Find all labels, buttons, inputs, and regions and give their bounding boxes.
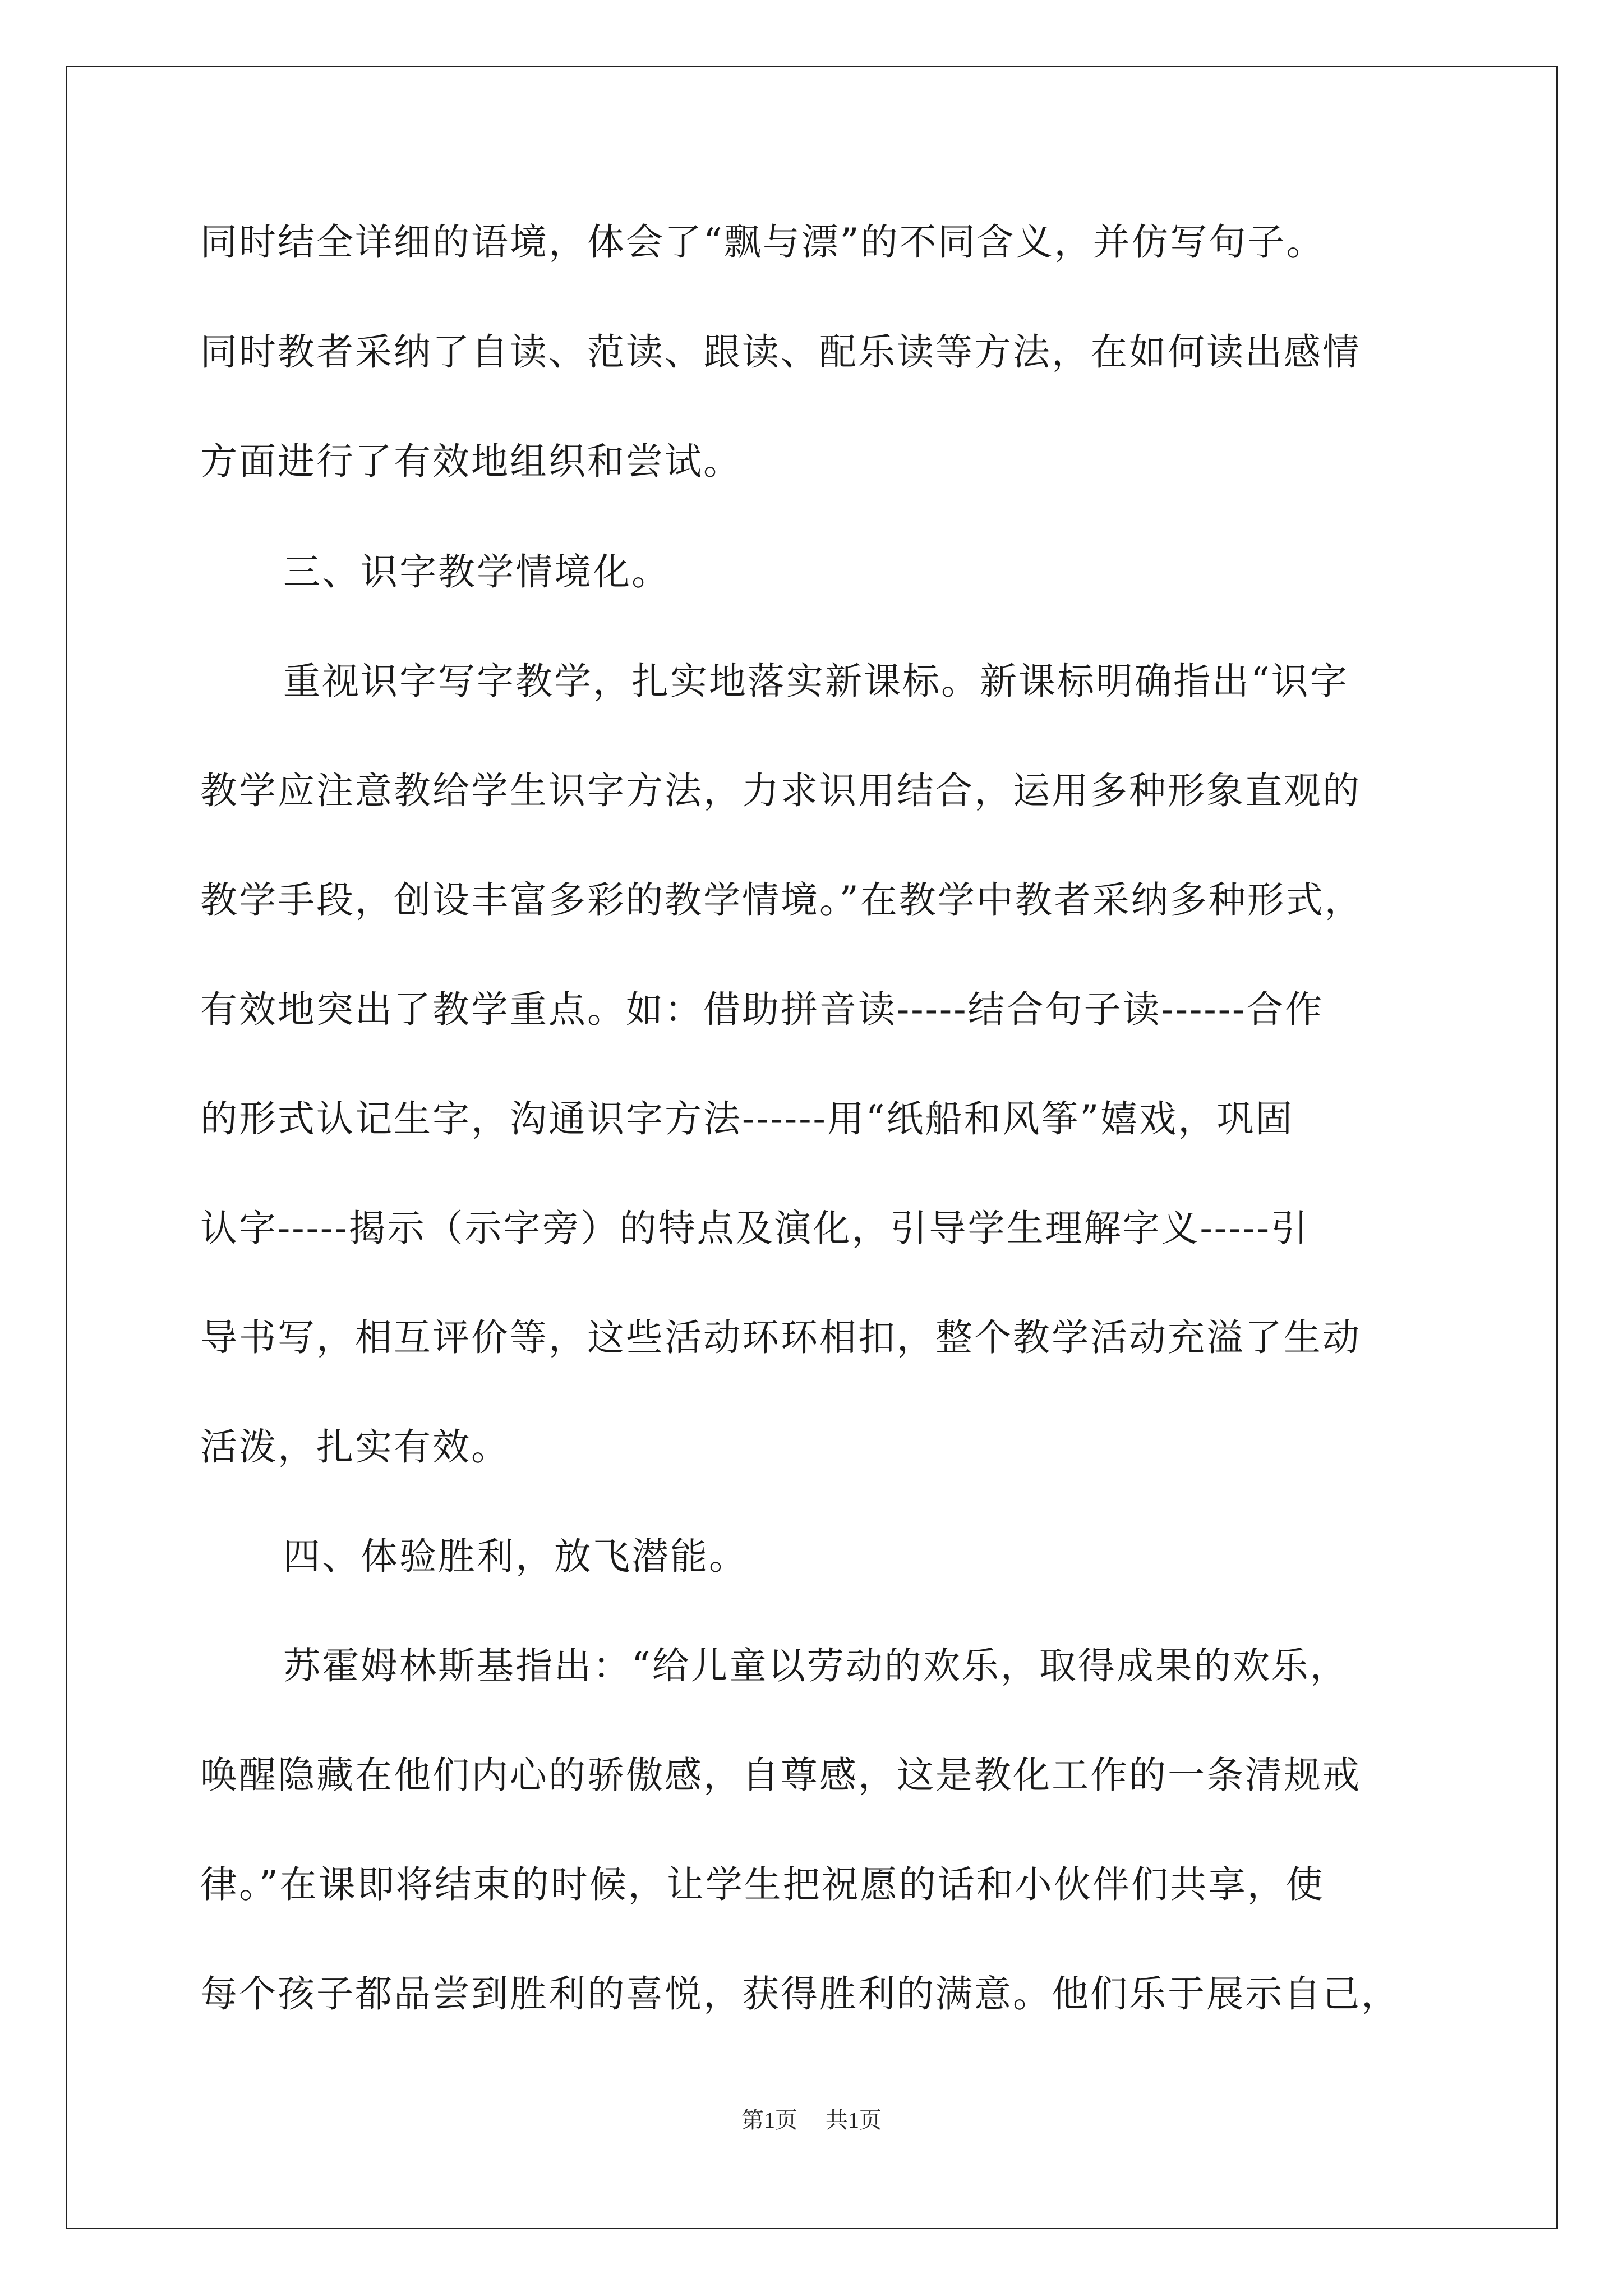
text-line: 同时结全详细的语境，体会了“飘与漂”的不同含义，并仿写句子。 [200, 220, 1325, 264]
section-heading: 四、体验胜利，放飞潜能。 [283, 1535, 748, 1578]
text-line: 导书写，相互评价等，这些活动环环相扣，整个教学活动充溢了生动 [200, 1316, 1361, 1359]
text-line: 方面进行了有效地组织和尝试。 [200, 440, 742, 483]
text-line: 教学手段，创设丰富多彩的教学情境。”在教学中教者采纳多种形式， [200, 878, 1363, 922]
text-line: 同时教者采纳了自读、范读、跟读、配乐读等方法，在如何读出感情 [200, 330, 1361, 374]
page-total: 共1页 [826, 2108, 882, 2133]
text-line: 有效地突出了教学重点。如：借助拼音读-----结合句子读------合作 [200, 988, 1324, 1031]
text-line: 每个孩子都品尝到胜利的喜悦，获得胜利的满意。他们乐于展示自己， [200, 1972, 1400, 2016]
page-footer [0, 2106, 1623, 2134]
text-line: 唤醒隐藏在他们内心的骄傲感，自尊感，这是教化工作的一条清规戒 [200, 1754, 1361, 1797]
section-heading: 三、识字教学情境化。 [283, 550, 670, 593]
text-line: 重视识字写字教学，扎实地落实新课标。新课标明确指出“识字 [283, 660, 1349, 703]
text-line: 苏霍姆林斯基指出：“给儿童以劳动的欢乐，取得成果的欢乐， [283, 1644, 1349, 1687]
text-line: 教学应注意教给学生识字方法，力求识用结合，运用多种形象直观的 [200, 769, 1361, 812]
page-number: 第1页 [741, 2108, 797, 2133]
text-line: 律。”在课即将结束的时候，让学生把祝愿的话和小伙伴们共享，使 [200, 1863, 1325, 1906]
text-line: 活泼，扎实有效。 [200, 1425, 510, 1469]
text-line: 认字-----揭示（示字旁）的特点及演化，引导学生理解字义-----引 [200, 1207, 1310, 1250]
text-line: 的形式认记生字，沟通识字方法------用“纸船和风筝”嬉戏，巩固 [200, 1097, 1294, 1140]
